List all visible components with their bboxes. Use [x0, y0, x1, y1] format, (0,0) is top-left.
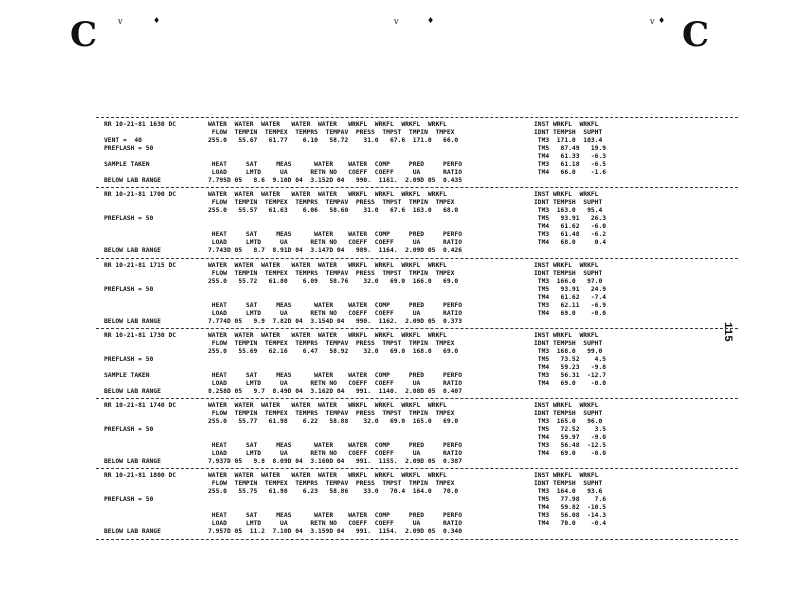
row-side-data: INST WRKFL WRKFL	[534, 472, 599, 479]
row-data: 7.957D 05 11.2 7.10D 04 3.159D 04 991. 1154. 2.09D 05 0.340	[208, 528, 463, 535]
row-data: 255.0 55.57 61.63 6.06 58.60 31.0 67.6 163.0 68.0	[208, 207, 459, 214]
row-label: PREFLASH = 50	[104, 145, 154, 152]
row-data: 7.795D 05 8.6 9.10D 04 3.152D 04 990. 1161. 2.09D 05 0.435	[208, 177, 463, 184]
row-data: HEAT SAT MEAS WATER WATER COMP PRED PERFO	[208, 372, 463, 379]
row-data: 255.0 55.67 61.77 6.10 58.72 31.0 67.6 171.0 66.0	[208, 137, 459, 144]
row-data: WATER WATER WATER WATER WATER WRKFL WRKFL WRKFL WRKFL	[208, 262, 447, 269]
row-side-data: TM4 59.23 -9.8	[534, 364, 607, 371]
row-side-data: TM3 61.48 -6.2	[534, 231, 607, 238]
row-data: 255.0 55.69 62.16 6.47 58.92 32.0 69.0 168.0 69.0	[208, 348, 459, 355]
row-side-data: TM3 168.0 99.0	[534, 348, 603, 355]
row-side-data: TM3 56.08 -14.3	[534, 512, 607, 519]
row-data: WATER WATER WATER WATER WATER WRKFL WRKFL WRKFL WRKFL	[208, 402, 447, 409]
binding-mark-left: C	[70, 15, 98, 55]
row-label: RR 10-21-81 1630 DC	[104, 121, 177, 128]
row-data: WATER WATER WATER WATER WATER WRKFL WRKFL WRKFL WRKFL	[208, 472, 447, 479]
row-side-data: TM4 59.82 -10.5	[534, 504, 607, 511]
row-side-data: IDNT TEMPSH SUPHT	[534, 129, 603, 136]
row-label: RR 10-21-81 1800 DC	[104, 472, 177, 479]
row-side-data: IDNT TEMPSH SUPHT	[534, 410, 603, 417]
top-mark: v	[118, 17, 123, 26]
row-data: FLOW TEMPIN TEMPEX TEMPRS TEMPAV PRESS TMPST TMPIN TMPEX	[208, 410, 455, 417]
row-label: PREFLASH = 50	[104, 496, 154, 503]
row-side-data: TM4 61.62 -6.0	[534, 223, 607, 230]
row-side-data: IDNT TEMPSH SUPHT	[534, 199, 603, 206]
top-mark: v	[394, 17, 399, 26]
row-side-data: INST WRKFL WRKFL	[534, 262, 599, 269]
row-side-data: TM4 68.0 0.4	[534, 239, 607, 246]
row-label: BELOW LAB RANGE	[104, 528, 161, 535]
row-data: WATER WATER WATER WATER WATER WRKFL WRKFL WRKFL WRKFL	[208, 191, 447, 198]
row-side-data: IDNT TEMPSH SUPHT	[534, 270, 603, 277]
row-data: 255.0 55.72 61.80 6.09 58.76 32.0 69.0 166.0 69.0	[208, 278, 459, 285]
row-label: PREFLASH = 50	[104, 426, 154, 433]
row-side-data: TM3 171.0 103.4	[534, 137, 603, 144]
row-side-data: TM3 165.0 96.0	[534, 418, 603, 425]
row-side-data: TM5 73.52 4.5	[534, 356, 607, 363]
row-label: PREFLASH = 50	[104, 286, 154, 293]
row-data: 7.774D 05 9.9 7.82D 04 3.154D 04 990. 1162. 2.09D 05 0.373	[208, 318, 463, 325]
row-data: LOAD LMTD UA RETN NO COEFF COEFF UA RATIO	[208, 310, 463, 317]
row-data: 255.0 55.77 61.98 6.22 58.88 32.0 69.0 165.0 69.0	[208, 418, 459, 425]
row-side-data: INST WRKFL WRKFL	[534, 191, 599, 198]
row-data: LOAD LMTD UA RETN NO COEFF COEFF UA RATIO	[208, 380, 463, 387]
row-side-data: TM3 163.0 95.4	[534, 207, 603, 214]
binding-mark-right: C	[682, 15, 710, 55]
row-side-data: TM5 87.49 19.9	[534, 145, 607, 152]
page-number: 115	[721, 322, 733, 342]
top-mark: v	[650, 17, 655, 26]
row-data: HEAT SAT MEAS WATER WATER COMP PRED PERFO	[208, 231, 463, 238]
row-label: BELOW LAB RANGE	[104, 177, 161, 184]
row-side-data: TM5 72.52 3.5	[534, 426, 607, 433]
row-label: SAMPLE TAKEN	[104, 372, 150, 379]
row-label: RR 10-21-81 1715 DC	[104, 262, 177, 269]
separator-rule	[96, 187, 738, 188]
top-mark: ♦	[153, 16, 161, 25]
row-data: FLOW TEMPIN TEMPEX TEMPRS TEMPAV PRESS TMPST TMPIN TMPEX	[208, 270, 455, 277]
row-side-data: TM4 61.33 -6.3	[534, 153, 607, 160]
row-data: 7.937D 05 9.8 8.09D 04 3.160D 04 991. 1155. 2.09D 05 0.387	[208, 458, 463, 465]
row-side-data: TM4 61.62 -7.4	[534, 294, 607, 301]
row-side-data: TM5 77.98 7.6	[534, 496, 607, 503]
row-data: FLOW TEMPIN TEMPEX TEMPRS TEMPAV PRESS TMPST TMPIN TMPEX	[208, 340, 455, 347]
row-label: BELOW LAB RANGE	[104, 318, 161, 325]
row-data: LOAD LMTD UA RETN NO COEFF COEFF UA RATIO	[208, 169, 463, 176]
row-label: PREFLASH = 50	[104, 215, 154, 222]
row-data: WATER WATER WATER WATER WATER WRKFL WRKFL WRKFL WRKFL	[208, 332, 447, 339]
row-side-data: TM5 93.91 24.9	[534, 286, 607, 293]
row-side-data: TM3 61.18 -6.5	[534, 161, 607, 168]
row-label: BELOW LAB RANGE	[104, 247, 161, 254]
row-data: LOAD LMTD UA RETN NO COEFF COEFF UA RATIO	[208, 520, 463, 527]
row-label: PREFLASH = 50	[104, 356, 154, 363]
row-label: BELOW LAB RANGE	[104, 458, 161, 465]
row-side-data: INST WRKFL WRKFL	[534, 402, 599, 409]
row-label: BELOW LAB RANGE	[104, 388, 161, 395]
row-side-data: TM5 93.91 26.3	[534, 215, 607, 222]
row-label: RR 10-21-81 1700 DC	[104, 191, 177, 198]
top-mark: ♦	[658, 16, 666, 25]
row-data: 255.0 55.75 61.98 6.23 58.86 33.0 70.4 164.0 70.0	[208, 488, 459, 495]
row-side-data: TM4 69.0 -0.0	[534, 450, 607, 457]
row-side-data: TM4 59.97 -9.0	[534, 434, 607, 441]
row-data: HEAT SAT MEAS WATER WATER COMP PRED PERFO	[208, 442, 463, 449]
row-side-data: INST WRKFL WRKFL	[534, 121, 599, 128]
row-data: HEAT SAT MEAS WATER WATER COMP PRED PERFO	[208, 512, 463, 519]
row-label: RR 10-21-81 1740 DC	[104, 402, 177, 409]
row-label: SAMPLE TAKEN	[104, 161, 150, 168]
row-label: VENT = 40	[104, 137, 142, 144]
row-data: LOAD LMTD UA RETN NO COEFF COEFF UA RATIO	[208, 450, 463, 457]
row-data: 8.258D 05 9.7 8.49D 04 3.162D 04 991. 1140. 2.08D 05 0.407	[208, 388, 463, 395]
row-side-data: TM3 62.11 -6.9	[534, 302, 607, 309]
row-side-data: TM4 66.0 -1.6	[534, 169, 607, 176]
row-side-data: TM3 166.0 97.0	[534, 278, 603, 285]
separator-rule	[96, 539, 738, 540]
row-side-data: INST WRKFL WRKFL	[534, 332, 599, 339]
row-data: 7.743D 05 8.7 8.91D 04 3.147D 04 989. 1164. 2.09D 05 0.426	[208, 247, 463, 254]
row-side-data: TM4 70.0 -0.4	[534, 520, 607, 527]
row-side-data: TM4 69.0 -0.0	[534, 310, 607, 317]
row-side-data: TM3 56.48 -12.5	[534, 442, 607, 449]
row-side-data: IDNT TEMPSH SUPHT	[534, 480, 603, 487]
separator-rule	[96, 117, 738, 118]
row-data: LOAD LMTD UA RETN NO COEFF COEFF UA RATIO	[208, 239, 463, 246]
separator-rule	[96, 258, 738, 259]
row-data: WATER WATER WATER WATER WATER WRKFL WRKFL WRKFL WRKFL	[208, 121, 447, 128]
separator-rule	[96, 398, 738, 399]
row-side-data: TM3 164.0 93.6	[534, 488, 603, 495]
separator-rule	[96, 468, 738, 469]
row-data: FLOW TEMPIN TEMPEX TEMPRS TEMPAV PRESS TMPST TMPIN TMPEX	[208, 480, 455, 487]
separator-rule	[96, 328, 738, 329]
row-side-data: TM4 69.0 -0.0	[534, 380, 607, 387]
row-data: HEAT SAT MEAS WATER WATER COMP PRED PERFO	[208, 302, 463, 309]
row-label: RR 10-21-81 1730 DC	[104, 332, 177, 339]
row-data: HEAT SAT MEAS WATER WATER COMP PRED PERFO	[208, 161, 463, 168]
row-data: FLOW TEMPIN TEMPEX TEMPRS TEMPAV PRESS TMPST TMPIN TMPEX	[208, 199, 455, 206]
row-data: FLOW TEMPIN TEMPEX TEMPRS TEMPAV PRESS TMPST TMPIN TMPEX	[208, 129, 455, 136]
top-mark: ♦	[427, 16, 435, 25]
row-side-data: TM3 56.31 -12.7	[534, 372, 607, 379]
row-side-data: IDNT TEMPSH SUPHT	[534, 340, 603, 347]
